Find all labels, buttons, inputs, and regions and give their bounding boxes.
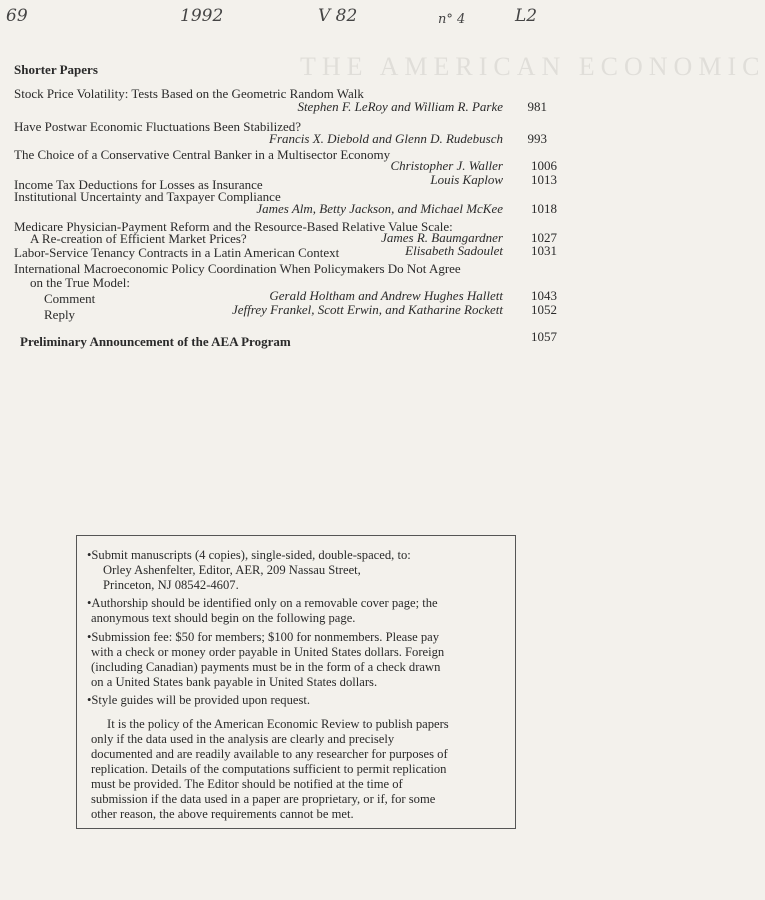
- toc-page: 1006: [531, 158, 557, 173]
- notice-line: Orley Ashenfelter, Editor, AER, 209 Nassau Street,: [103, 563, 361, 577]
- notice-line: on a United States bank payable in United States dollars.: [91, 675, 378, 689]
- toc-page: 1018: [531, 201, 557, 216]
- policy-line: submission if the data used in a paper are proprietary, or if, for some: [91, 792, 436, 806]
- toc-title: Reply: [44, 307, 76, 322]
- handwritten-note-3: V 82: [318, 6, 358, 26]
- policy-line: must be provided. The Editor should be notified at the time of: [91, 777, 403, 791]
- toc-page: 1043: [531, 288, 557, 303]
- notice-line: (including Canadian) payments must be in the form of a check drawn: [91, 660, 441, 674]
- toc-author: Gerald Holtham and Andrew Hughes Hallett: [269, 288, 503, 303]
- toc-title: Labor-Service Tenancy Contracts in a Latin American Context: [14, 245, 340, 260]
- toc-title: Income Tax Deductions for Losses as Insurance: [14, 177, 263, 192]
- section-title: Shorter Papers: [14, 62, 98, 77]
- toc-author: Elisabeth Sadoulet: [405, 243, 503, 258]
- toc-title: Institutional Uncertainty and Taxpayer Compliance: [14, 189, 281, 204]
- toc-author: Jeffrey Frankel, Scott Erwin, and Katharine Rockett: [231, 302, 503, 317]
- notice-line: •Submission fee: $50 for members; $100 for nonmembers. Please pay: [87, 630, 440, 644]
- toc-page: 1052: [531, 302, 557, 317]
- notice-line: anonymous text should begin on the following page.: [91, 611, 356, 625]
- policy-line: documented and are readily available to any researcher for purposes of: [91, 747, 448, 761]
- announcement-page: 1057: [531, 329, 557, 344]
- toc-author: James R. Baumgardner: [381, 230, 503, 245]
- handwritten-note-2: 1992: [180, 6, 224, 26]
- toc-title: Stock Price Volatility: Tests Based on the Geometric Random Walk: [14, 86, 364, 101]
- toc-title: The Choice of a Conservative Central Banker in a Multisector Economy: [14, 147, 391, 162]
- policy-line: replication. Details of the computations sufficient to permit replication: [91, 762, 447, 776]
- submission-notice-box: [76, 535, 516, 829]
- notice-line: •Authorship should be identified only on a removable cover page; the: [87, 596, 438, 610]
- notice-line: with a check or money order payable in United States dollars. Foreign: [91, 645, 445, 659]
- handwritten-note-5: L2: [515, 6, 538, 26]
- toc-page: 1013: [531, 172, 557, 187]
- toc-author: Stephen F. LeRoy and William R. Parke: [297, 99, 503, 114]
- notice-line: •Style guides will be provided upon request.: [87, 693, 311, 707]
- toc-author: Louis Kaplow: [430, 172, 503, 187]
- policy-line: only if the data used in the analysis are clearly and precisely: [91, 732, 395, 746]
- toc-page: 1027: [531, 230, 557, 245]
- toc-page: 981: [527, 99, 547, 114]
- toc-title: International Macroeconomic Policy Coordination When Policymakers Do Not Agree: [14, 261, 461, 276]
- notice-line: Princeton, NJ 08542-4607.: [103, 578, 239, 592]
- policy-line: other reason, the above requirements cannot be met.: [91, 807, 354, 821]
- policy-line: It is the policy of the American Economic Review to publish papers: [107, 717, 449, 731]
- handwritten-note-1: 69: [6, 6, 28, 26]
- toc-author: James Alm, Betty Jackson, and Michael McKee: [256, 201, 503, 216]
- toc-title-continued: on the True Model:: [30, 275, 131, 290]
- notice-line: •Submit manuscripts (4 copies), single-sided, double-spaced, to:: [87, 548, 411, 562]
- toc-page: 993: [527, 131, 547, 146]
- toc-title: Medicare Physician-Payment Reform and the Resource-Based Relative Value Scale:: [14, 219, 453, 234]
- handwritten-note-4: n° 4: [438, 12, 466, 27]
- announcement-title: Preliminary Announcement of the AEA Program: [20, 334, 291, 349]
- toc-page: 1031: [531, 243, 557, 258]
- toc-author: Francis X. Diebold and Glenn D. Rudebusch: [269, 131, 503, 146]
- toc-title-continued: A Re-creation of Efficient Market Prices?: [30, 231, 247, 246]
- toc-title: Comment: [44, 291, 96, 306]
- toc-title: Have Postwar Economic Fluctuations Been Stabilized?: [14, 119, 302, 134]
- bleed-through-text: THE AMERICAN ECONOMIC: [300, 52, 765, 81]
- toc-author: Christopher J. Waller: [390, 158, 503, 173]
